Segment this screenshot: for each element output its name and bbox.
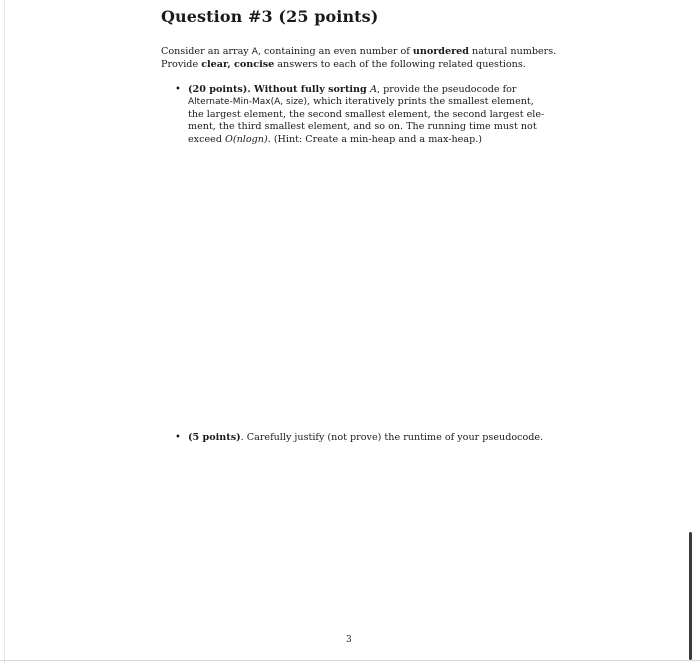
page-number: 3	[346, 635, 352, 645]
page-bottom-edge	[0, 660, 700, 661]
emphasis-unordered: unordered	[412, 46, 469, 57]
scrollbar-thumb[interactable]	[689, 532, 692, 660]
complexity-expression: O(nlogn)	[225, 133, 268, 145]
page-left-edge	[4, 0, 5, 663]
question-intro	[161, 46, 557, 71]
bullet1-line-4: ment, the third smallest element, and so on. The running time must not	[188, 121, 537, 133]
question-title: Question #3 (25 points)	[161, 7, 379, 26]
function-signature: Alternate-Min-Max(A, size)	[188, 97, 307, 108]
array-name: A	[251, 47, 258, 57]
subquestion-runtime-text	[188, 432, 548, 444]
bullet-icon: •	[175, 84, 181, 95]
bullet1-line-2: Alternate-Min-Max(A, size), which iteratively prints the smallest element,	[188, 96, 534, 108]
bullet1-line-5: exceed O(nlogn). (Hint: Create a min-heap and a max-heap.)	[188, 133, 483, 145]
bullet2-line-1: (5 points). Carefully justify (not prove) the runtime of your pseudocode.	[188, 432, 544, 443]
bullet1-line-3: the largest element, the second smallest element, the second largest ele-	[188, 108, 545, 120]
bullet1-line-1: (20 points). Without fully sorting A, provide the pseudocode for	[188, 84, 517, 95]
subquestion-pseudocode-text	[188, 84, 548, 146]
intro-line-1: Consider an array A, containing an even number of unordered natural numbers.	[161, 46, 557, 57]
emphasis-clear-concise: clear, concise	[201, 58, 275, 70]
intro-line-2: Provide clear, concise answers to each of the following related questions.	[161, 58, 526, 70]
bullet-icon: •	[175, 432, 181, 443]
